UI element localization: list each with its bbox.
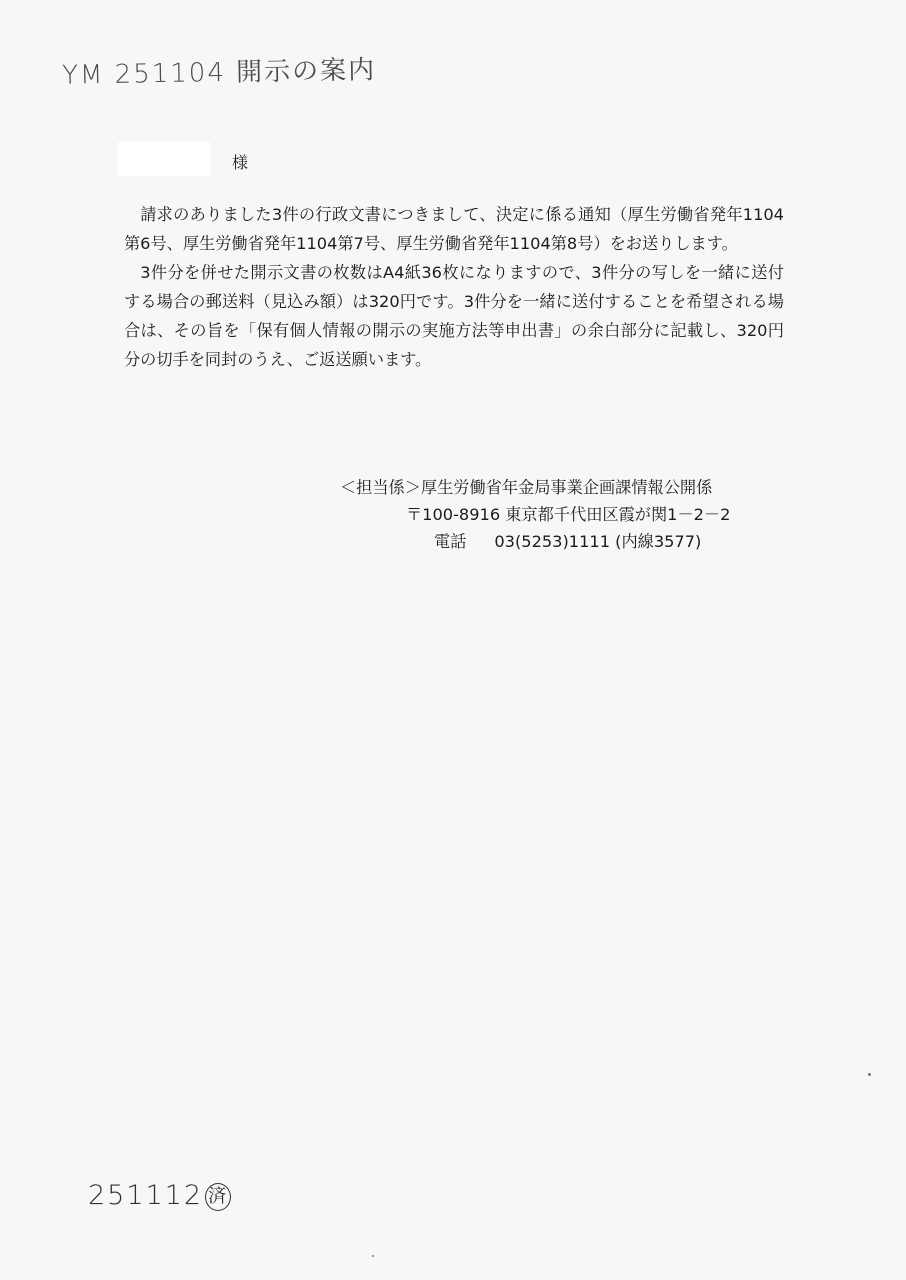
redacted-recipient-name (118, 142, 210, 176)
contact-phone-row (340, 528, 800, 555)
body-paragraph-2: 3件分を併せた開示文書の枚数はA4紙36枚になりますので、3件分の写しを一緒に送付する場合の郵送料（見込み額）は320円です。3件分を一緒に送付することを希望される場合は、その旨を「保有個人情報の開示の実施方法等申出書」の余白部分に記載し、320円分の切手を同封のうえ、ご返送願います。 (124, 263, 784, 369)
handwritten-reference-note: YM 251104 開示の案内 (61, 55, 377, 91)
circled-mark: 済 (205, 1183, 231, 1211)
contact-department: ＜担当係＞厚生労働省年金局事業企画課情報公開係 (340, 478, 713, 497)
handwritten-date-stamp (88, 1180, 231, 1211)
phone-number: 03(5253)1111 (内線3577) (494, 532, 702, 551)
body-paragraph-1: 請求のありました3件の行政文書につきまして、決定に係る通知（厚生労働省発年1104第6号、厚生労働省発年1104第7号、厚生労働省発年1104第8号）をお送りします。 (124, 205, 784, 253)
contact-address: 〒100-8916 東京都千代田区霞が関1－2－2 (406, 505, 731, 524)
paper-speck (868, 1073, 871, 1076)
paper-speck (372, 1255, 374, 1257)
handwritten-date: 251112 (88, 1180, 204, 1211)
contact-block (340, 474, 800, 555)
letter-body (124, 200, 784, 374)
recipient-honorific: 様 (232, 153, 249, 172)
phone-label: 電話 (434, 532, 467, 551)
